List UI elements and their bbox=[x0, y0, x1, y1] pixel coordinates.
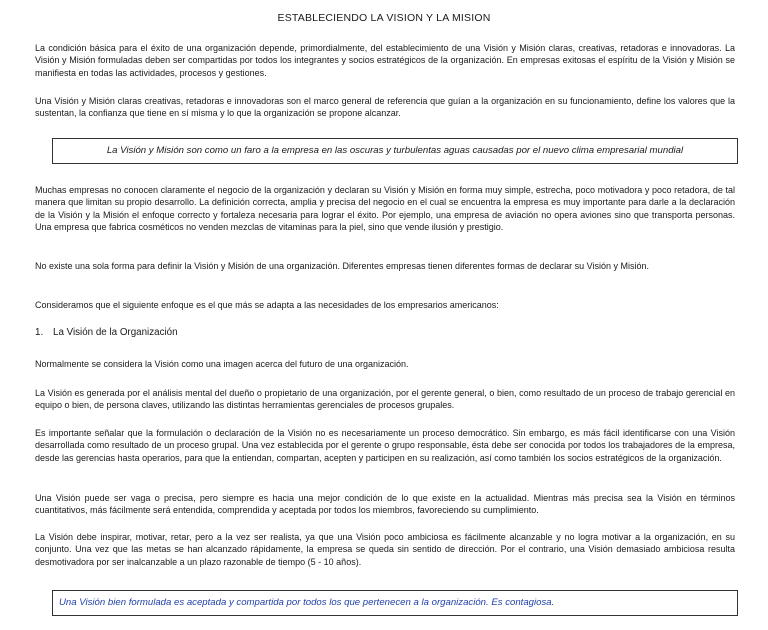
section-title: La Visión de la Organización bbox=[53, 327, 178, 338]
paragraph-negocio: Muchas empresas no conocen claramente el negocio de la organización y declaran su Visión y Misión en forma muy simple, estrecha, poco motivadora y poco retadora, de tal manera que limitan su propio desarrollo. La definición correcta, amplia y precisa del negocio en el cual se encuentra la empresa es muy importante para darle a la declaración de la Visión y la Misión el enfoque correcto y fortaleza necesaria para lograr el éxito. Por ejemplo, una empresa de aviación no opera aviones sino que transporta personas. Una empresa que fabrica cosméticos no venden mezclas de vitaminas para la piel, sino que vende ilusión y prestigio. bbox=[35, 185, 735, 233]
paragraph-democratico: Es importante señalar que la formulación o declaración de la Visión no es necesariamente un proceso democrático. Sin embargo, es más fácil identificarse con una Visión desarrollada como resultado de un proceso grupal. Una vez establecida por el gerente o grupo responsable, ésta debe ser conocida por todos los trabajadores de la empresa, desde las gerencias hasta operarios, para que la entiendan, compartan, acepten y participen en su realización, así como también los socios estratégicos de la organización. bbox=[35, 428, 735, 463]
document-title: ESTABLECIENDO LA VISION Y LA MISION bbox=[277, 12, 491, 24]
paragraph-enfoque: Consideramos que el siguiente enfoque es el que más se adapta a las necesidades de los empresarios americanos: bbox=[35, 300, 499, 310]
section-heading bbox=[35, 327, 178, 338]
quote-box-contagiosa: Una Visión bien formulada es aceptada y compartida por todos los que pertenecen a la organización. Es contagiosa. bbox=[52, 590, 738, 616]
section-number: 1. bbox=[35, 327, 44, 338]
paragraph-imagen: Normalmente se considera la Visión como una imagen acerca del futuro de una organización. bbox=[35, 359, 409, 369]
paragraph-intro: La condición básica para el éxito de una organización depende, primordialmente, del establecimiento de una Visión y Misión claras, creativas, retadoras e innovadoras. La Visión y Misión formuladas deben ser compartidas por todos los integrantes y socios estratégicos de la organización. En empresas exitosas el espíritu de la Visión y Misión se manifiesta en todas las actividades, procesos y gestiones. bbox=[35, 43, 735, 78]
paragraph-marco: Una Visión y Misión claras creativas, retadoras e innovadoras son el marco general de referencia que guían a la organización en su funcionamiento, define los valores que la sustentan, la confianza que tiene en sí misma y lo que la organización se propone alcanzar. bbox=[35, 96, 735, 119]
paragraph-precisa: Una Visión puede ser vaga o precisa, pero siempre es hacia una mejor condición de lo que existe en la actualidad. Mientras más precisa sea la Visión en términos cuantitativos, más fácilmente será entendida, comprendida y aceptada por todos los miembros, favoreciendo su cumplimiento. bbox=[35, 493, 735, 516]
paragraph-generada: La Visión es generada por el análisis mental del dueño o propietario de una organización, por el gerente general, o bien, como resultado de un proceso de trabajo gerencial en equipo o bien, de persona claves, utilizando las distintas herramientas gerenciales de procesos grupales. bbox=[35, 388, 735, 411]
quote-box-faro: La Visión y Misión son como un faro a la empresa en las oscuras y turbulentas aguas causadas por el nuevo clima empresarial mundial bbox=[52, 138, 738, 164]
paragraph-formas: No existe una sola forma para definir la Visión y Misión de una organización. Diferentes empresas tienen diferentes formas de declarar su Visión y Misión. bbox=[35, 261, 649, 271]
paragraph-inspirar: La Visión debe inspirar, motivar, retar, pero a la vez ser realista, ya que una Visión poco ambiciosa es fácilmente alcanzable y no logra motivar a la organización, en su conjunto. Una vez que las metas se han alcanzado rápidamente, la empresa se queda sin sentido de dirección. Por el contrario, una Visión demasiado ambiciosa resulta desmotivadora por ser inalcanzable a un plazo razonable de tiempo (5 - 10 años). bbox=[35, 532, 735, 567]
